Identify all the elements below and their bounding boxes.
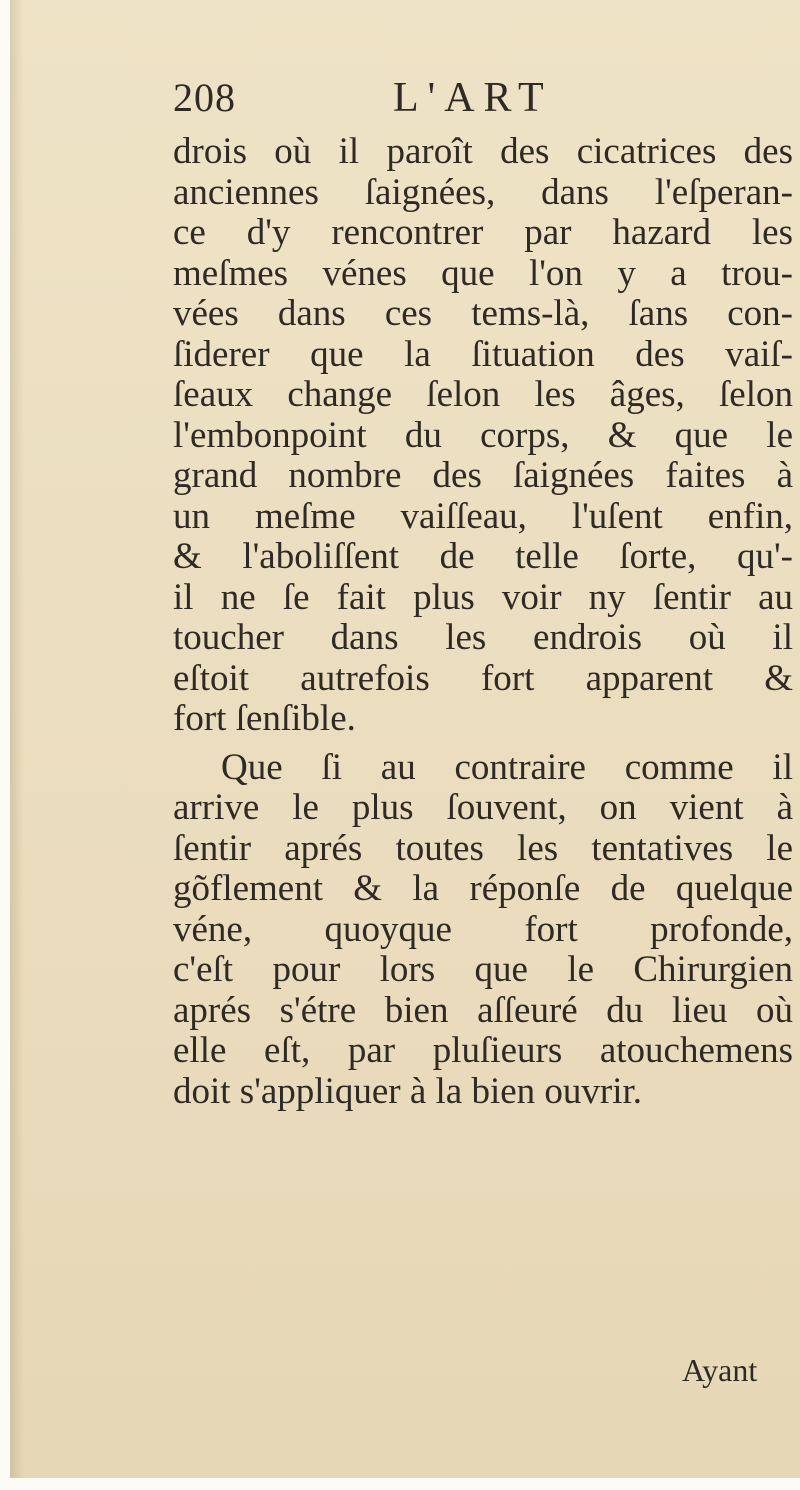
- text-line: ſeaux change ſelon les âges, ſelon: [173, 374, 793, 415]
- page-header: [173, 70, 773, 130]
- text-line: aprés s'étre bien aſſeuré du lieu où: [173, 989, 793, 1031]
- running-head: L'ART: [393, 75, 553, 121]
- text-line: ſentir aprés toutes les tentatives le: [173, 827, 793, 869]
- text-line: un meſme vaiſſeau, l'uſent enfin,: [173, 495, 793, 537]
- text-line: arrive le plus ſouvent, on vient à: [173, 787, 793, 828]
- text-line: il ne ſe fait plus voir ny ſentir au: [173, 576, 793, 618]
- text-line: elle eſt, par pluſieurs atouchemens: [173, 1030, 793, 1071]
- catchword: Ayant: [682, 1352, 758, 1388]
- text-line: eſtoit autrefois fort apparent &: [173, 657, 793, 699]
- text-line: anciennes ſaignées, dans l'eſperan-: [173, 171, 793, 213]
- text-line: ſiderer que la ſituation des vaiſ-: [173, 333, 793, 375]
- text-line: & l'aboliſſent de telle ſorte, qu'-: [173, 536, 793, 577]
- page-number: 208: [173, 75, 236, 120]
- paragraph: [173, 132, 793, 740]
- text-line: c'eſt pour lors que le Chirurgien: [173, 949, 793, 990]
- text-line: Que ſi au contraire comme il: [221, 746, 793, 788]
- text-line: ce d'y rencontrer par hazard les: [173, 212, 793, 253]
- text-line: doit s'appliquer à la bien ouvrir.: [173, 1070, 643, 1112]
- text-line: vées dans ces tems-là, ſans con-: [173, 293, 793, 334]
- body-text: [173, 132, 793, 1112]
- text-line: toucher dans les endrois où il: [173, 617, 793, 658]
- text-line: fort ſenſible.: [173, 698, 356, 739]
- text-line: drois où il paroît des cicatrices des: [173, 131, 793, 172]
- paragraph: [173, 748, 793, 1113]
- book-page: [10, 0, 800, 1478]
- text-line: meſmes vénes que l'on y a trou-: [173, 252, 793, 294]
- text-line: grand nombre des ſaignées faites à: [173, 455, 793, 496]
- text-line: véne, quoyque fort profonde,: [173, 908, 793, 950]
- text-line: l'embonpoint du corps, & que le: [173, 414, 793, 456]
- text-line: gõflement & la réponſe de quelque: [173, 868, 793, 909]
